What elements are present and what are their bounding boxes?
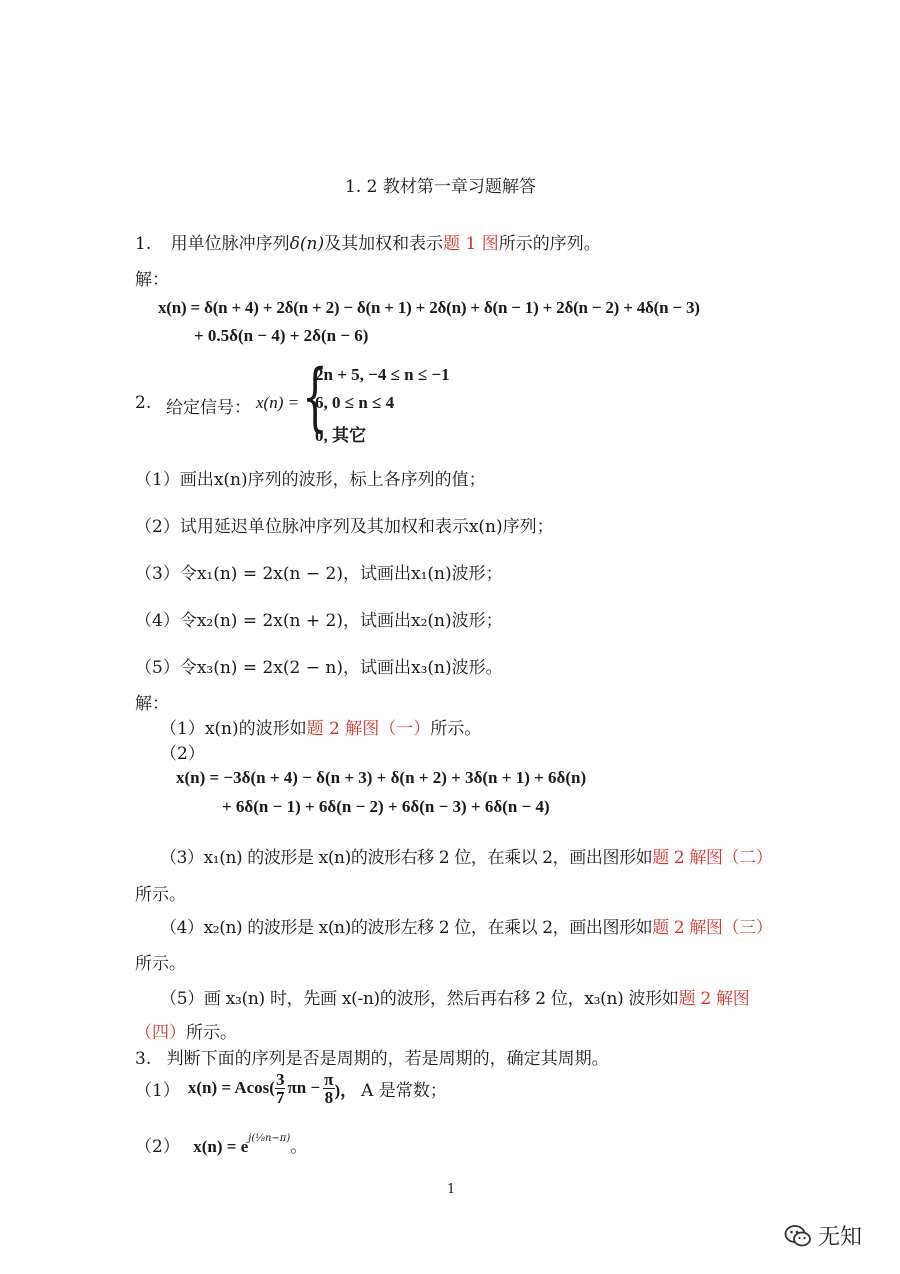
question-number: 1. <box>135 234 152 254</box>
answer-text: （1）x(n)的波形如 <box>160 719 307 739</box>
watermark-logo <box>784 1220 862 1251</box>
logo-text: 无知 <box>818 1225 863 1250</box>
item-number: （2） <box>135 517 180 537</box>
answer-text: 所示。 <box>186 1023 237 1043</box>
case-line: 0, 其它 <box>315 426 366 445</box>
equation-lhs: x(n) = <box>256 393 300 412</box>
exponent: j(⅛n−π) <box>248 1133 291 1145</box>
math-expression: x(n) = Acos( <box>187 1078 275 1097</box>
question-2-label: 给定信号： <box>166 398 251 418</box>
list-item <box>135 1068 447 1108</box>
question-3 <box>135 1044 609 1069</box>
math-expression: x(n) = e <box>193 1137 249 1156</box>
answer-text: 所示。 <box>430 719 482 739</box>
question-1 <box>135 229 601 254</box>
item-text: 试用延迟单位脉冲序列及其加权和表示x(n)序列； <box>179 517 554 537</box>
equation-line: + 0.5δ(n − 4) + 2δ(n − 6) <box>194 326 369 345</box>
item-number: （1） <box>135 1080 180 1101</box>
solution-label: 解： <box>135 694 169 714</box>
item-number: （3） <box>135 564 180 584</box>
answer-text: （3）x₁(n) 的波形是 x(n)的波形右移 2 位，在乘以 2，画出图形如 <box>160 848 653 868</box>
item-number: （2） <box>135 1137 180 1157</box>
answer-5 <box>160 984 749 1009</box>
answer-text: （5）画 x₃(n) 时，先画 x(-n)的波形，然后再右移 2 位，x₃(n) 波形如 <box>160 989 679 1009</box>
figure-reference-link[interactable]: （四） <box>135 1023 186 1043</box>
equation-line: x(n) = −3δ(n + 4) − δ(n + 3) + δ(n + 2) + 3δ(n + 1) + 6δ(n) <box>176 768 587 787</box>
figure-reference-link[interactable]: 题 2 解图 <box>678 989 750 1009</box>
fraction: $\frac{3}{7}$ <box>275 1069 285 1107</box>
answer-1 <box>160 714 481 739</box>
math-symbol: δ(n) <box>289 234 325 254</box>
case-line: 6, 0 ≤ n ≤ 4 <box>315 393 395 412</box>
figure-reference-link[interactable]: 题 2 解图（三） <box>652 918 773 938</box>
item-text: 。 <box>290 1137 308 1157</box>
answer-continuation: 所示。 <box>135 954 186 974</box>
answer-continuation <box>135 1018 237 1043</box>
case-line: 2n + 5, −4 ≤ n ≤ −1 <box>315 365 450 384</box>
chat-bubbles-icon <box>784 1223 812 1249</box>
question-2-number: 2. <box>135 393 152 413</box>
list-item <box>135 606 503 631</box>
item-text: A 是常数； <box>361 1080 447 1101</box>
question-text: 所示的序列。 <box>498 234 601 254</box>
item-number: （5） <box>135 658 180 678</box>
item-number: （1） <box>135 470 180 490</box>
page-title: 1. 2 教材第一章习题解答 <box>345 177 536 197</box>
answer-4 <box>160 913 772 938</box>
answer-continuation: 所示。 <box>135 885 186 905</box>
list-item <box>135 559 503 584</box>
item-number: （4） <box>135 611 180 631</box>
math-expression: )， <box>334 1080 358 1100</box>
list-item <box>135 512 554 537</box>
question-text: 判断下面的序列是否是周期的，若是周期的，确定其周期。 <box>166 1049 609 1069</box>
solution-label: 解： <box>135 270 169 290</box>
item-text: 令x₂(n) = 2x(n + 2)，试画出x₂(n)波形； <box>179 611 503 631</box>
item-text: 令x₃(n) = 2x(2 − n)，试画出x₃(n)波形。 <box>179 658 503 678</box>
brace-icon: { <box>302 354 328 440</box>
item-text: 令x₁(n) = 2x(n − 2)，试画出x₁(n)波形； <box>179 564 503 584</box>
fraction: $\frac{\pi}{8}$ <box>324 1069 334 1107</box>
equation-line: + 6δ(n − 1) + 6δ(n − 2) + 6δ(n − 3) + 6δ(n − 4) <box>222 797 550 816</box>
answer-2-number: （2） <box>160 744 205 764</box>
item-text: 画出x(n)序列的波形，标上各序列的值； <box>179 470 486 490</box>
list-item <box>135 653 503 678</box>
list-item <box>135 1132 307 1157</box>
page-number: 1 <box>447 1182 456 1197</box>
question-number: 3. <box>135 1049 152 1069</box>
question-text: 用单位脉冲序列 <box>170 234 290 254</box>
answer-text: （4）x₂(n) 的波形是 x(n)的波形左移 2 位，在乘以 2，画出图形如 <box>160 918 653 938</box>
figure-reference-link[interactable]: 题 2 解图（二） <box>652 848 773 868</box>
equation-line: x(n) = δ(n + 4) + 2δ(n + 2) − δ(n + 1) + 2δ(n) + δ(n − 1) + 2δ(n − 2) + 4δ(n − 3) <box>158 298 700 317</box>
math-expression: πn − <box>287 1078 321 1097</box>
question-text: 及其加权和表示 <box>324 234 444 254</box>
list-item <box>135 465 486 490</box>
figure-reference-link[interactable]: 题 1 图 <box>443 234 499 254</box>
answer-3 <box>160 843 772 868</box>
figure-reference-link[interactable]: 题 2 解图（一） <box>306 719 431 739</box>
